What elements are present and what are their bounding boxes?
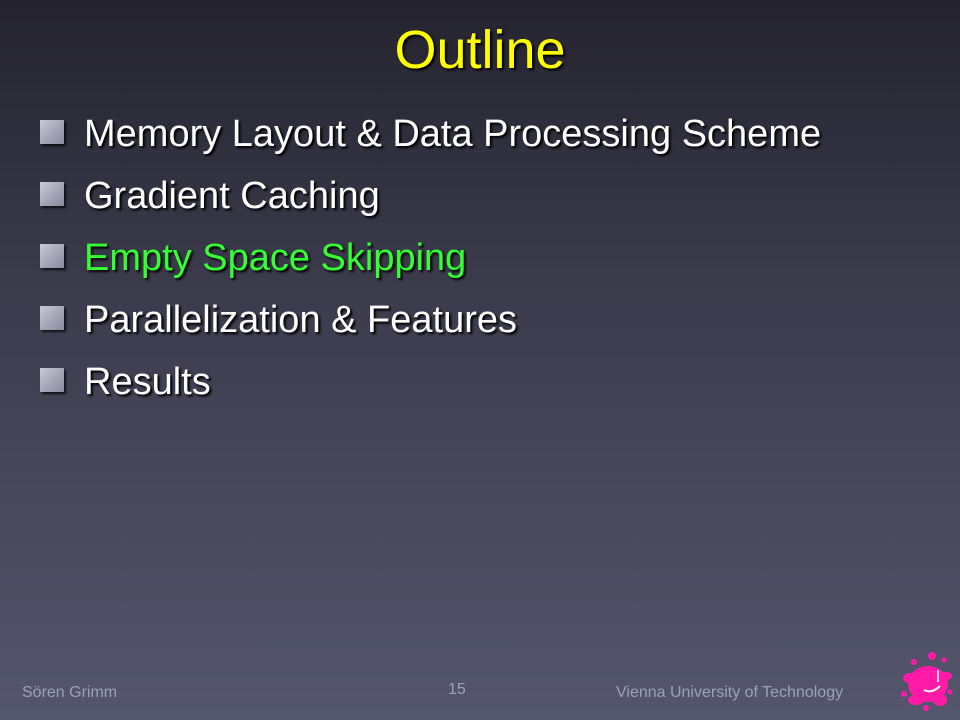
square-bullet-icon [40,120,64,144]
bullet-item [40,104,940,166]
bullet-item-current [40,228,940,290]
square-bullet-icon [40,306,64,330]
bullet-text: Gradient Caching [84,175,380,217]
bullet-list [40,104,940,414]
bullet-item [40,290,940,352]
slide-title: Outline [394,20,566,80]
bullet-text: Results [84,361,211,403]
footer-institution: Vienna University of Technology [616,684,844,701]
square-bullet-icon [40,368,64,392]
footer-page-number: 15 [448,681,466,698]
bullet-text: Parallelization & Features [84,299,517,341]
square-bullet-icon [40,244,64,268]
magenta-splash-logo-icon [898,648,954,712]
footer-author: Sören Grimm [22,684,118,701]
bullet-item [40,352,940,414]
bullet-item [40,166,940,228]
square-bullet-icon [40,182,64,206]
bullet-text-highlighted: Empty Space Skipping [84,237,467,279]
bullet-text: Memory Layout & Data Processing Scheme [84,113,822,155]
